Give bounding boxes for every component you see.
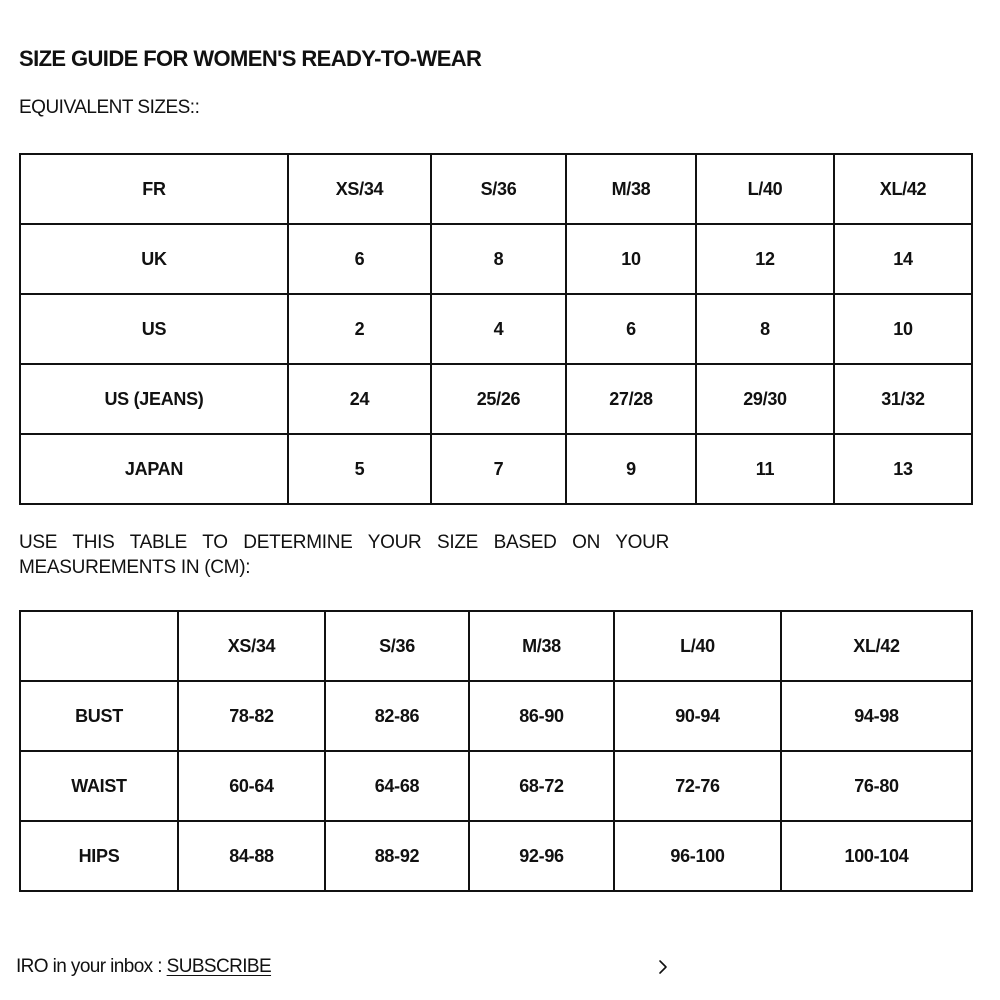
table-row [20, 154, 972, 224]
table-row [20, 294, 972, 364]
table-cell: M/38 [566, 154, 696, 224]
table-cell: 92-96 [469, 821, 614, 891]
table-cell: 2 [288, 294, 431, 364]
table-cell: 88-92 [325, 821, 469, 891]
page-title: SIZE GUIDE FOR WOMEN'S READY-TO-WEAR [19, 46, 482, 71]
table-row [20, 364, 972, 434]
header-cell: S/36 [325, 611, 469, 681]
table-cell: 86-90 [469, 681, 614, 751]
header-cell: XL/42 [781, 611, 972, 681]
newsletter-footer[interactable] [16, 956, 976, 984]
table-cell: 6 [288, 224, 431, 294]
instructions-line: USE THIS TABLE TO DETERMINE YOUR SIZE BASED ON YOUR [19, 532, 669, 553]
table-cell: 25/26 [431, 364, 566, 434]
table-cell: 10 [834, 294, 972, 364]
table-header-row [20, 611, 972, 681]
table-cell: 7 [431, 434, 566, 504]
table-cell: 13 [834, 434, 972, 504]
instructions-line: MEASUREMENTS IN (CM): [19, 557, 251, 578]
table-cell: S/36 [431, 154, 566, 224]
newsletter-label: IRO in your inbox : [16, 956, 167, 977]
table-cell: 100-104 [781, 821, 972, 891]
measurements-table [19, 610, 973, 892]
table-cell: 8 [696, 294, 834, 364]
subscribe-link[interactable]: SUBSCRIBE [166, 956, 272, 977]
table-cell: 5 [288, 434, 431, 504]
table-cell: 82-86 [325, 681, 469, 751]
row-label: FR [20, 154, 288, 224]
table-cell: 10 [566, 224, 696, 294]
table-cell: 29/30 [696, 364, 834, 434]
equivalent-sizes-label: EQUIVALENT SIZES:: [19, 97, 200, 118]
row-label: HIPS [20, 821, 178, 891]
row-label: US [20, 294, 288, 364]
header-cell: M/38 [469, 611, 614, 681]
table-cell: 4 [431, 294, 566, 364]
table-cell: 12 [696, 224, 834, 294]
chevron-right-icon[interactable] [656, 958, 670, 976]
table-cell: XS/34 [288, 154, 431, 224]
table-row [20, 751, 972, 821]
row-label: UK [20, 224, 288, 294]
table-cell: 90-94 [614, 681, 781, 751]
table-cell: 78-82 [178, 681, 325, 751]
table-cell: 72-76 [614, 751, 781, 821]
footer-text [16, 956, 271, 978]
table-cell: 68-72 [469, 751, 614, 821]
table-cell: 9 [566, 434, 696, 504]
instructions-text [19, 530, 669, 580]
table-cell: L/40 [696, 154, 834, 224]
header-cell [20, 611, 178, 681]
header-cell: XS/34 [178, 611, 325, 681]
table-cell: 94-98 [781, 681, 972, 751]
table-cell: 14 [834, 224, 972, 294]
row-label: WAIST [20, 751, 178, 821]
table-row [20, 434, 972, 504]
header-cell: L/40 [614, 611, 781, 681]
table-cell: 6 [566, 294, 696, 364]
table-row [20, 224, 972, 294]
table-cell: 64-68 [325, 751, 469, 821]
table-cell: 31/32 [834, 364, 972, 434]
table-cell: 96-100 [614, 821, 781, 891]
table-cell: 27/28 [566, 364, 696, 434]
row-label: US (JEANS) [20, 364, 288, 434]
table-cell: 84-88 [178, 821, 325, 891]
table-cell: 60-64 [178, 751, 325, 821]
table-row [20, 821, 972, 891]
table-cell: 76-80 [781, 751, 972, 821]
row-label: BUST [20, 681, 178, 751]
row-label: JAPAN [20, 434, 288, 504]
table-cell: 8 [431, 224, 566, 294]
table-cell: 24 [288, 364, 431, 434]
table-cell: XL/42 [834, 154, 972, 224]
table-cell: 11 [696, 434, 834, 504]
table-row [20, 681, 972, 751]
equivalent-sizes-table [19, 153, 973, 505]
